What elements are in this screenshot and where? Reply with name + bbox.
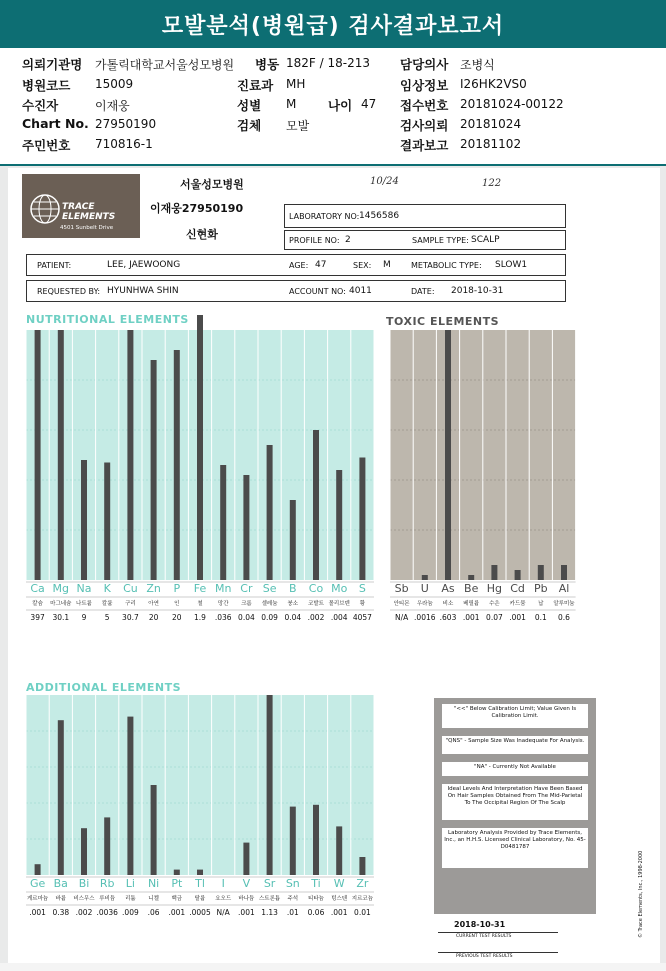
toxic-value-sb: N/A	[394, 613, 409, 622]
sample-label: SAMPLE TYPE:	[412, 236, 469, 245]
additional-bar-zr	[359, 857, 365, 875]
value-request-date: 20181024	[460, 117, 522, 131]
date-label: DATE:	[411, 287, 435, 296]
nutritional-korean-mn: 망간	[217, 601, 229, 607]
stamp-patient-chart: 이재웅27950190	[150, 202, 244, 215]
handwritten-number: 122	[482, 178, 502, 189]
value-hospital-code: 15009	[95, 77, 134, 91]
additional-value-ge: .001	[29, 908, 46, 917]
additional-symbol-pt: Pt	[171, 877, 183, 890]
globe-icon	[28, 192, 62, 226]
nutritional-value-fe: 1.9	[194, 613, 206, 622]
nutritional-symbol-p: P	[173, 582, 181, 595]
additional-korean-ni: 니켈	[148, 896, 159, 902]
value-ward: 182F / 18-213	[286, 56, 370, 70]
additional-bar-pt	[174, 870, 180, 875]
nutritional-title: NUTRITIONAL ELEMENTS	[26, 313, 189, 326]
nutritional-value-se: 0.09	[261, 613, 278, 622]
value-age: 47	[361, 97, 377, 111]
handwritten-date: 10/24	[370, 176, 399, 187]
additional-korean-tl: 탈륨	[194, 896, 206, 902]
additional-value-li: .009	[122, 908, 139, 917]
toxic-value-pb: 0.1	[534, 613, 547, 622]
nutritional-korean-se: 셀레늄	[261, 601, 278, 607]
nutritional-symbol-mg: Mg	[52, 582, 70, 595]
stamp-doctor: 신현화	[186, 228, 218, 241]
nutritional-value-ca: 397	[30, 613, 45, 622]
additional-korean-sr: 스트론튬	[258, 896, 281, 902]
additional-symbol-zr: Zr	[356, 877, 369, 890]
additional-korean-w: 텅스텐	[331, 896, 348, 902]
toxic-title: TOXIC ELEMENTS	[386, 315, 500, 328]
nutritional-korean-p: 인	[174, 601, 180, 607]
toxic-bar-as	[445, 330, 451, 580]
additional-korean-bi: 비스무스	[73, 896, 95, 902]
value-clinical-info: I26HK2VS0	[460, 77, 527, 91]
nutritional-bar-b	[290, 500, 296, 580]
nutritional-symbol-cr: Cr	[240, 582, 253, 595]
nutritional-bar-zn	[151, 360, 157, 580]
additional-bar-w	[336, 826, 342, 875]
additional-korean-v: 바나듐	[238, 896, 255, 902]
additional-symbol-sn: Sn	[285, 877, 300, 890]
nutritional-bar-co	[313, 430, 319, 580]
additional-bar-bi	[81, 828, 87, 875]
report-header	[0, 48, 666, 166]
toxic-korean-as: 비소	[442, 601, 454, 607]
additional-korean-li: 리튬	[125, 896, 136, 902]
additional-bar-li	[127, 717, 133, 875]
nutritional-symbol-se: Se	[262, 582, 277, 595]
nutritional-value-b: 0.04	[284, 613, 302, 622]
nutritional-value-mn: .036	[214, 613, 232, 622]
nutritional-symbol-fe: Fe	[193, 582, 207, 595]
lab-no-label: LABORATORY NO:	[289, 212, 360, 221]
toxic-bar-u	[422, 575, 428, 580]
additional-value-rb: .0036	[96, 908, 118, 917]
value-institution: 가톨릭대학교서울성모병원	[95, 58, 235, 72]
nutritional-value-cr: 0.04	[238, 613, 255, 622]
toxic-value-cd: .001	[509, 613, 526, 622]
nutritional-value-na: 9	[81, 613, 87, 622]
label-clinical-info: 임상정보	[400, 78, 449, 93]
logo-name: TRACE ELEMENTS	[62, 202, 116, 222]
toxic-symbol-be: Be	[464, 582, 479, 595]
scanned-report	[8, 168, 660, 963]
additional-korean-ge: 게르마늄	[26, 896, 49, 902]
label-department: 진료과	[237, 78, 274, 93]
nutritional-value-cu: 30.7	[122, 613, 139, 622]
nutritional-bar-mo	[336, 470, 342, 580]
profile-no: 2	[345, 235, 351, 245]
additional-value-ba: 0.38	[52, 908, 70, 917]
toxic-bar-hg	[491, 565, 497, 580]
metabolic-type: SLOW1	[495, 260, 528, 270]
value-doctor: 조병식	[460, 58, 495, 72]
value-specimen: 모발	[286, 119, 310, 133]
age-value: 47	[315, 260, 327, 270]
additional-value-sr: 1.13	[261, 908, 278, 917]
additional-value-tl: .0005	[189, 908, 211, 917]
toxic-value-u: .0016	[414, 613, 436, 622]
nutritional-bar-p	[174, 350, 180, 580]
nutritional-korean-fe: 철	[197, 601, 203, 607]
nutritional-symbol-co: Co	[308, 582, 324, 595]
label-doctor: 담당의사	[400, 57, 449, 72]
additional-symbol-ni: Ni	[147, 877, 160, 890]
note-na: "NA" - Currently Not Available	[442, 762, 588, 776]
nutritional-symbol-mo: Mo	[331, 582, 348, 595]
lab-no: 1456586	[359, 211, 400, 221]
nutritional-bar-s	[359, 458, 365, 581]
toxic-symbol-cd: Cd	[510, 582, 525, 595]
nutritional-value-zn: 20	[148, 613, 159, 622]
additional-title: ADDITIONAL ELEMENTS	[26, 681, 182, 694]
additional-value-w: .001	[330, 908, 348, 917]
toxic-korean-u: 우라늄	[416, 601, 433, 607]
additional-symbol-bi: Bi	[78, 877, 90, 890]
label-patient: 수진자	[22, 98, 59, 113]
nutritional-bar-fe	[197, 315, 203, 580]
nutritional-korean-b: 붕소	[287, 601, 299, 607]
lab-date: 2018-10-31	[451, 286, 504, 296]
nutritional-symbol-s: S	[358, 582, 366, 595]
nutritional-korean-mo: 몰리브덴	[328, 601, 350, 607]
note-qns: "QNS" - Sample Size Was Inadequate For Analysis.	[442, 736, 588, 754]
nutritional-bar-se	[267, 445, 273, 580]
toxic-korean-be: 베릴륨	[463, 601, 480, 607]
footer-previous: PREVIOUS TEST RESULTS	[456, 954, 513, 959]
account-no: 4011	[349, 286, 372, 296]
additional-korean-pt: 백금	[171, 896, 183, 902]
lab-no-box	[284, 204, 566, 228]
requested-by: HYUNHWA SHIN	[107, 286, 179, 296]
nutritional-value-s: 4057	[352, 613, 372, 622]
patient-box	[26, 254, 566, 276]
nutritional-bar-ca	[35, 330, 41, 580]
note-calibration: "<<" Below Calibration Limit; Value Given Is Calibration Limit.	[442, 704, 588, 728]
additional-bar-rb	[104, 817, 110, 875]
nutritional-korean-cu: 구리	[125, 601, 136, 607]
additional-symbol-sr: Sr	[263, 877, 276, 890]
nutritional-symbol-cu: Cu	[123, 582, 138, 595]
value-resident-no: 710816-1	[95, 137, 153, 151]
additional-bar-v	[243, 843, 249, 875]
nutritional-korean-ca: 칼슘	[32, 601, 43, 607]
additional-symbol-tl: Tl	[195, 877, 205, 890]
nutritional-korean-k: 칼륨	[101, 601, 113, 607]
bottom-strip	[0, 963, 666, 971]
toxic-value-hg: 0.07	[486, 613, 503, 622]
footer-current: CURRENT TEST RESULTS	[456, 934, 512, 939]
additional-bar-sn	[290, 807, 296, 875]
nutritional-korean-zn: 아연	[148, 601, 159, 607]
label-institution: 의뢰기관명	[22, 57, 83, 72]
toxic-bar-al	[561, 565, 567, 580]
additional-value-i: N/A	[216, 908, 230, 917]
additional-bar-ti	[313, 805, 319, 875]
copyright: © Trace Elements, Inc., 1998-2000	[638, 850, 644, 938]
hospital-stamp	[140, 170, 270, 246]
lab-logo	[22, 174, 144, 238]
nutritional-value-mg: 30.1	[52, 613, 70, 622]
nutritional-bar-na	[81, 460, 87, 580]
additional-value-zr: 0.01	[354, 908, 371, 917]
additional-symbol-v: V	[242, 877, 251, 890]
label-ward: 병동	[255, 57, 280, 72]
value-department: MH	[286, 77, 306, 91]
toxic-korean-hg: 수은	[489, 601, 500, 607]
additional-symbol-li: Li	[125, 877, 135, 890]
nutritional-value-mo: .004	[330, 613, 348, 622]
patient-label: PATIENT:	[37, 261, 72, 270]
label-hospital-code: 병원코드	[22, 78, 71, 93]
notes-panel	[434, 698, 596, 914]
additional-bar-ba	[58, 720, 64, 875]
label-sex: 성별	[237, 98, 262, 113]
additional-plot-area	[26, 695, 374, 875]
toxic-korean-al: 알루미늄	[553, 601, 575, 607]
toxic-symbol-sb: Sb	[394, 582, 409, 595]
nutritional-symbol-k: K	[103, 582, 111, 595]
toxic-symbol-pb: Pb	[533, 582, 548, 595]
account-label: ACCOUNT NO:	[289, 287, 346, 296]
label-report-date: 결과보고	[400, 138, 449, 153]
label-chart-no: Chart No.	[22, 116, 89, 131]
toxic-chart	[382, 326, 598, 622]
nutritional-symbol-zn: Zn	[146, 582, 161, 595]
additional-bar-tl	[197, 870, 203, 875]
nutritional-bar-cu	[127, 330, 133, 580]
toxic-symbol-u: U	[420, 582, 429, 595]
additional-bar-ge	[35, 864, 41, 875]
additional-symbol-i: I	[221, 877, 225, 890]
nutritional-korean-co: 코발트	[308, 601, 324, 607]
nutritional-chart	[8, 326, 380, 622]
toxic-value-as: .603	[439, 613, 457, 622]
nutritional-symbol-b: B	[289, 582, 297, 595]
additional-value-ni: .06	[147, 908, 160, 917]
nutritional-value-p: 20	[172, 613, 182, 622]
label-age: 나이	[328, 98, 353, 113]
toxic-bar-pb	[538, 565, 544, 580]
nutritional-symbol-mn: Mn	[214, 582, 232, 595]
additional-value-bi: .002	[75, 908, 93, 917]
request-box	[26, 280, 566, 302]
sex-label: SEX:	[353, 261, 372, 270]
value-chart-no: 27950190	[95, 117, 157, 131]
nutritional-bar-mn	[220, 465, 226, 580]
note-laboratory: Laboratory Analysis Provided by Trace Elements, Inc., an H.H.S. Licensed Clinical Laboratory, No. 45-D0481787	[442, 828, 588, 868]
nutritional-bar-mg	[58, 330, 64, 580]
label-resident-no: 주민번호	[22, 138, 71, 153]
nutritional-korean-s: 황	[359, 601, 366, 607]
toxic-bar-cd	[515, 570, 521, 580]
stamp-hospital: 서울성모병원	[180, 178, 244, 191]
additional-value-v: .001	[238, 908, 255, 917]
report-title: 모발분석(병원급) 검사결과보고서	[0, 0, 666, 48]
additional-korean-ba: 바륨	[55, 896, 67, 902]
value-report-date: 20181102	[460, 137, 522, 151]
toxic-korean-sb: 안티몬	[393, 601, 410, 607]
additional-korean-sn: 주석	[287, 896, 299, 902]
nutritional-bar-cr	[243, 475, 249, 580]
toxic-korean-pb: 납	[538, 601, 544, 607]
nutritional-symbol-na: Na	[76, 582, 92, 595]
toxic-symbol-hg: Hg	[486, 582, 503, 595]
additional-korean-zr: 지르코늄	[351, 896, 374, 902]
additional-bar-sr	[267, 695, 273, 875]
additional-korean-rb: 루비듐	[99, 896, 116, 902]
additional-bar-ni	[151, 785, 157, 875]
patient-name: LEE, JAEWOONG	[107, 260, 181, 270]
toxic-korean-cd: 카드뮴	[509, 601, 526, 607]
additional-value-pt: .001	[168, 908, 186, 917]
footer-date: 2018-10-31	[454, 920, 506, 929]
additional-chart	[8, 691, 428, 941]
nutritional-value-k: 5	[104, 613, 110, 622]
additional-value-ti: 0.06	[307, 908, 325, 917]
note-interpretation: Ideal Levels And Interpretation Have Been Based On Hair Samples Obtained From The Mid-Parietal To The Occipital Region Of The Scalp	[442, 784, 588, 820]
nutritional-korean-na: 나트륨	[76, 601, 92, 607]
toxic-bar-be	[468, 575, 474, 580]
toxic-value-be: .001	[462, 613, 480, 622]
additional-value-sn: .01	[286, 908, 299, 917]
nutritional-korean-mg: 마그네슘	[50, 601, 72, 607]
nutritional-korean-cr: 크롬	[241, 601, 252, 607]
toxic-value-al: 0.6	[558, 613, 570, 622]
profile-label: PROFILE NO:	[289, 236, 340, 245]
profile-box	[284, 230, 566, 250]
additional-symbol-w: W	[333, 877, 345, 890]
additional-korean-ti: 티타늄	[308, 896, 324, 902]
label-request-date: 검사의뢰	[400, 118, 449, 133]
metabolic-label: METABOLIC TYPE:	[411, 261, 482, 270]
additional-symbol-rb: Rb	[99, 877, 115, 890]
nutritional-value-co: .002	[307, 613, 325, 622]
age-label: AGE:	[289, 261, 309, 270]
additional-symbol-ba: Ba	[53, 877, 68, 890]
value-receipt-no: 20181024-00122	[460, 97, 564, 111]
label-receipt-no: 접수번호	[400, 98, 449, 113]
toxic-symbol-as: As	[441, 582, 455, 595]
additional-symbol-ge: Ge	[29, 877, 46, 890]
value-patient: 이재웅	[95, 99, 130, 113]
label-specimen: 검체	[237, 118, 262, 133]
nutritional-symbol-ca: Ca	[30, 582, 45, 595]
value-sex: M	[286, 97, 297, 111]
nutritional-bar-k	[104, 463, 110, 581]
sex-value: M	[383, 260, 391, 270]
toxic-symbol-al: Al	[558, 582, 570, 595]
additional-symbol-ti: Ti	[311, 877, 321, 890]
sample-type: SCALP	[471, 235, 500, 245]
requested-label: REQUESTED BY:	[37, 287, 101, 296]
additional-korean-i: 요오드	[215, 896, 232, 902]
logo-address: 4501 Sunbelt Drive	[60, 225, 114, 231]
